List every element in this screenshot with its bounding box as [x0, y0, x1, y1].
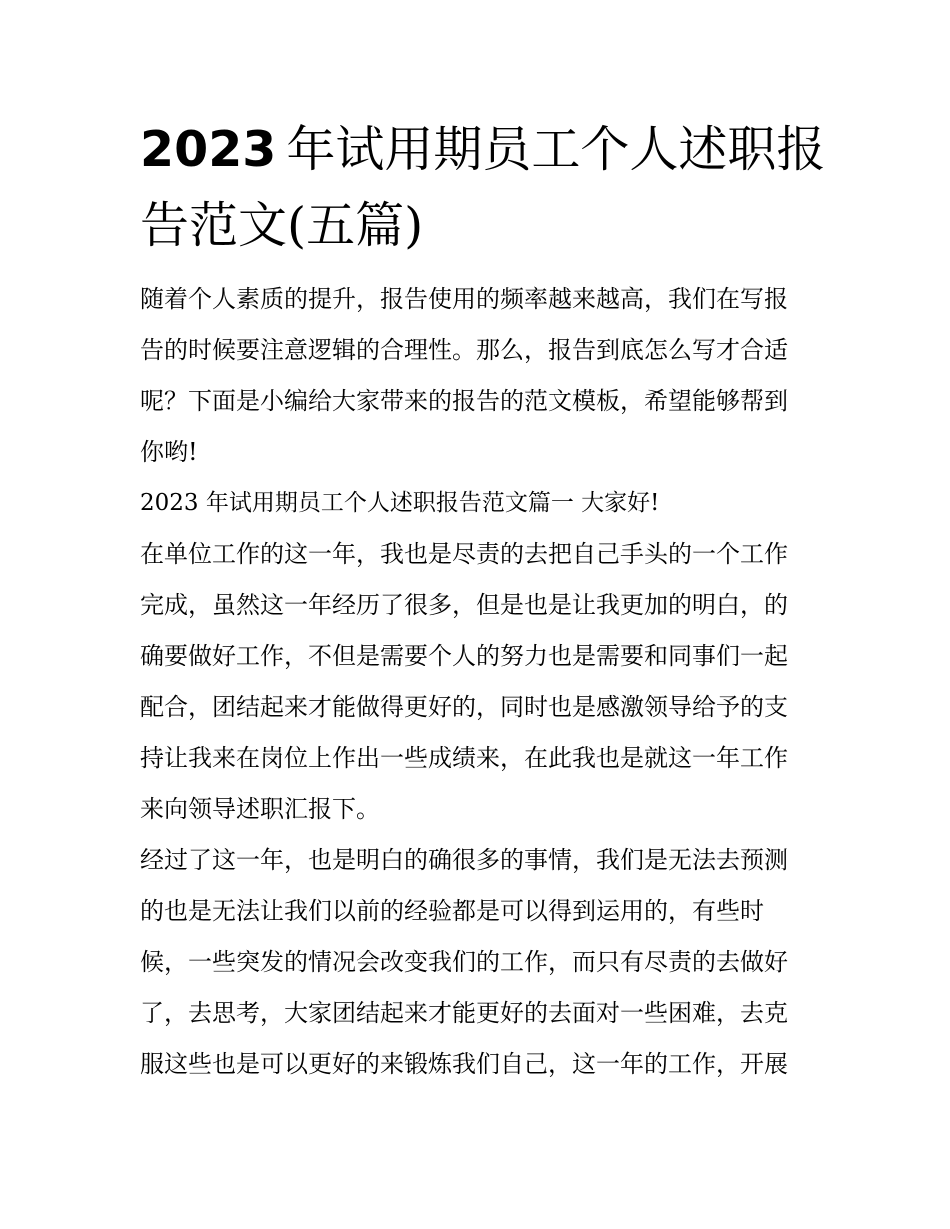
text-line: 呢？下面是小编给大家带来的报告的范文模板，希望能够帮到 — [140, 387, 788, 415]
text-line: 的也是无法让我们以前的经验都是可以得到运用的，有些时 — [140, 897, 764, 925]
paragraph-2 — [140, 835, 820, 1090]
text-line: 来向领导述职汇报下。 — [140, 795, 380, 823]
text-line: 你哟! — [140, 438, 198, 466]
document-body — [140, 274, 820, 1090]
section-heading: 2023 年试用期员工个人述职报告范文篇一 大家好! — [140, 490, 660, 516]
text-line: 候，一些突发的情况会改变我们的工作，而只有尽责的去做好 — [140, 948, 788, 976]
intro-paragraph — [140, 274, 820, 478]
title-year: 2023 — [140, 121, 277, 178]
text-line: 完成，虽然这一年经历了很多，但是也是让我更加的明白，的 — [140, 591, 788, 619]
text-line: 持让我来在岗位上作出一些成绩来，在此我也是就这一年工作 — [140, 744, 788, 772]
title-line-1-text: 年试用期员工个人述职报 — [286, 121, 826, 178]
text-line: 了，去思考，大家团结起来才能更好的去面对一些困难，去克 — [140, 999, 788, 1027]
text-line: 配合，团结起来才能做得更好的，同时也是感激领导给予的支 — [140, 693, 788, 721]
text-line: 告的时候要注意逻辑的合理性。那么，报告到底怎么写才合适 — [140, 336, 788, 364]
text-line: 经过了这一年，也是明白的确很多的事情，我们是无法去预测 — [140, 846, 788, 874]
paragraph-1 — [140, 529, 820, 835]
document-title — [140, 112, 826, 264]
text-line: 服这些也是可以更好的来锻炼我们自己，这一年的工作，开展 — [140, 1050, 788, 1078]
text-line: 确要做好工作，不但是需要个人的努力也是需要和同事们一起 — [140, 642, 788, 670]
text-line: 随着个人素质的提升，报告使用的频率越来越高，我们在写报 — [140, 285, 788, 313]
text-line: 在单位工作的这一年，我也是尽责的去把自己手头的一个工作 — [140, 540, 788, 568]
title-line-2: 告范文(五篇) — [140, 197, 424, 254]
title-line-1 — [140, 112, 826, 188]
